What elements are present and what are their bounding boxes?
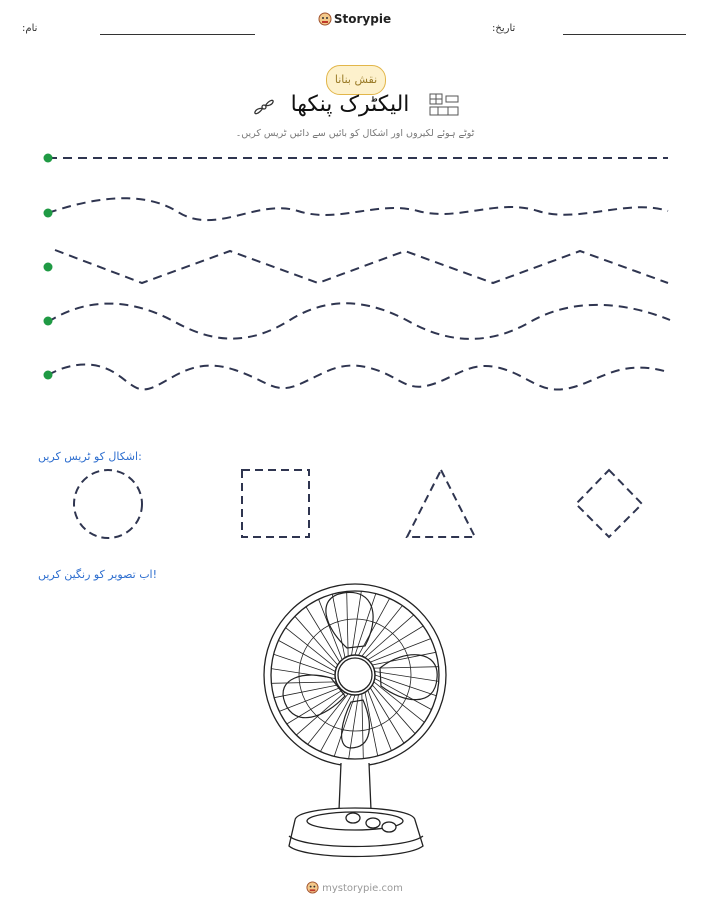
category-badge: نقش بنانا: [326, 65, 386, 95]
footer: [0, 881, 709, 894]
tracing-shapes: [0, 460, 709, 550]
instructions: ٹوٹے ہوئے لکیروں اور اشکال کو بائیں سے دائیں ٹریس کریں۔: [235, 128, 475, 139]
trace-square: [242, 470, 309, 537]
color-heading: اب تصویر کو رنگین کریں!: [38, 568, 158, 581]
page-title: الیکٹرک پنکھا: [290, 92, 410, 117]
date-label: :تاریخ: [492, 23, 516, 34]
start-dot: [44, 209, 53, 218]
date-line[interactable]: [563, 34, 686, 35]
shapes-heading: اشکال کو ٹریس کریں:: [38, 450, 142, 463]
start-dot: [44, 263, 53, 272]
trace-line-wave-1: [48, 198, 668, 220]
start-dot: [44, 154, 53, 163]
trace-triangle: [407, 470, 475, 537]
storypie-logo-icon: [306, 881, 319, 894]
trace-line-zigzag: [55, 250, 668, 283]
name-line[interactable]: [100, 34, 255, 35]
trace-circle: [74, 470, 142, 538]
storypie-logo-icon: [318, 12, 332, 26]
brand-name: Storypie: [333, 12, 392, 26]
brand: [0, 12, 709, 26]
trace-line-wave-3: [48, 364, 668, 389]
fan-coloring-picture: [255, 578, 455, 863]
name-label: :نام: [22, 23, 38, 34]
tracing-lines: [0, 140, 709, 400]
start-dot: [44, 317, 53, 326]
trace-diamond: [576, 470, 642, 537]
start-dot: [44, 371, 53, 380]
trace-line-wave-2: [48, 303, 670, 339]
room-icon: [428, 92, 462, 118]
footer-url[interactable]: mystorypie.com: [322, 883, 403, 894]
